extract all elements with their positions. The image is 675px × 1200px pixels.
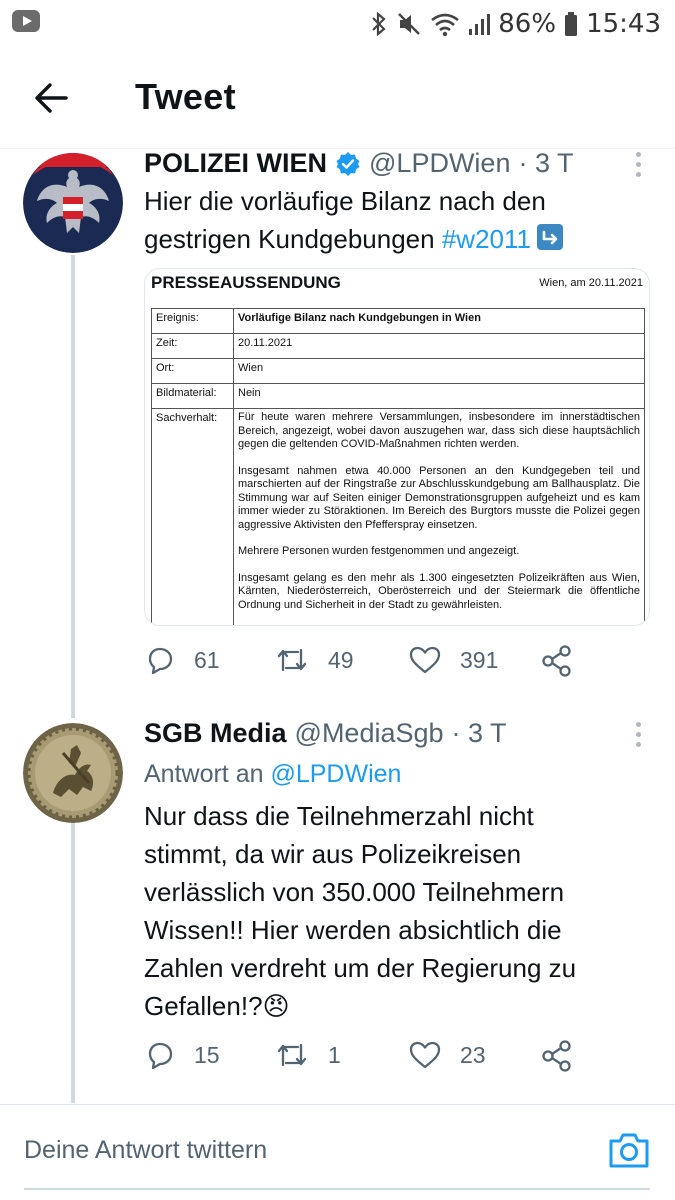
author-name[interactable]: POLIZEI WIEN	[144, 148, 328, 178]
reply-prefix: Antwort an	[144, 760, 264, 788]
signal-icon	[468, 11, 490, 37]
like-button[interactable]	[408, 644, 498, 676]
tweet-time: · 3 T	[451, 718, 507, 748]
facts-paragraph: Mehrere Personen wurden festgenommen und angezeigt.	[238, 545, 520, 557]
composer-underline	[24, 1188, 650, 1190]
like-button[interactable]	[408, 1039, 486, 1071]
retweet-count: 1	[328, 1041, 341, 1068]
table-row	[152, 334, 645, 359]
press-release-date: Wien, am 20.11.2021	[539, 277, 643, 289]
reply-button[interactable]	[144, 644, 220, 676]
author-handle[interactable]: @MediaSgb	[294, 718, 444, 748]
tweet-text	[144, 182, 644, 258]
table-cell-label: Ort:	[152, 359, 234, 384]
table-cell-value: Wien	[234, 359, 645, 384]
table-cell-label: Ereignis:	[152, 309, 234, 334]
verified-badge-icon	[335, 151, 361, 177]
youtube-notification-icon	[12, 10, 40, 32]
heart-icon	[408, 644, 442, 676]
avatar-sgb-media[interactable]	[23, 723, 123, 823]
more-options-button[interactable]	[631, 152, 645, 182]
table-cell-label: Sachverhalt:	[152, 409, 234, 627]
reply-count: 61	[194, 646, 220, 673]
table-cell-facts	[234, 409, 645, 627]
tweet-time: · 3 T	[518, 148, 574, 178]
tweet-header	[144, 718, 507, 749]
table-cell-label: Bildmaterial:	[152, 384, 234, 409]
table-cell-value: 20.11.2021	[234, 334, 645, 359]
thread-connector	[71, 823, 75, 1103]
mute-icon	[396, 11, 422, 37]
page-title: Tweet	[135, 76, 236, 117]
arrow-down-emoji-icon	[537, 224, 563, 250]
table-cell-label: Zeit:	[152, 334, 234, 359]
hashtag-link[interactable]: #w2011	[441, 224, 531, 254]
tweet-text-line: Hier die vorläufige Bilanz nach den	[144, 186, 546, 216]
tweet-text-line	[144, 220, 644, 258]
table-cell-value: Nein	[234, 384, 645, 409]
tweet-media-image[interactable]	[144, 268, 650, 626]
thread-connector	[71, 255, 75, 718]
reply-to-link[interactable]: @LPDWien	[270, 760, 402, 788]
share-icon	[540, 1039, 574, 1073]
like-count: 23	[460, 1041, 486, 1068]
police-eagle-logo-icon	[23, 153, 123, 253]
press-release-title: PRESSEAUSSENDUNG	[151, 273, 341, 292]
retweet-icon	[274, 1039, 310, 1071]
facts-paragraph: Für heute waren mehrere Versammlungen, insbesondere im innerstädtischen Bereich, angezeigt, wobei davon auszugehen war, dass sich diese hauptsächlich gegen die geltenden COVID-Maßnahmen richten werden.	[238, 411, 640, 450]
bluetooth-icon	[370, 11, 388, 37]
retweet-count: 49	[328, 646, 354, 673]
reply-icon	[144, 644, 176, 676]
reply-icon	[144, 1039, 176, 1071]
retweet-button[interactable]	[274, 644, 354, 676]
press-release-table	[151, 308, 645, 626]
tweet-text-part: gestrigen Kundgebungen	[144, 224, 435, 254]
battery-percent: 86%	[498, 9, 557, 39]
share-icon	[540, 644, 574, 678]
clock: 15:43	[586, 9, 661, 39]
more-options-button[interactable]	[631, 722, 645, 752]
reply-context	[144, 760, 401, 789]
like-count: 391	[460, 646, 499, 673]
author-handle[interactable]: @LPDWien	[369, 148, 511, 178]
tweet-text: Nur dass die Teilnehmerzahl nicht stimmt, da wir aus Polizeikreisen verlässlich von 350.000 Teilnehmern Wissen!! Hier werden absichtlich die Zahlen verdreht um der Regierung zu Gefallen!?😠	[144, 801, 577, 1021]
back-button[interactable]	[30, 76, 74, 120]
table-row	[152, 359, 645, 384]
retweet-button[interactable]	[274, 1039, 341, 1071]
tweet-header	[144, 148, 573, 179]
author-name[interactable]: SGB Media	[144, 718, 287, 748]
camera-icon	[607, 1130, 651, 1170]
table-row	[152, 309, 645, 334]
status-icons	[370, 6, 661, 42]
status-bar	[0, 0, 675, 48]
tweet-actions	[144, 1039, 644, 1079]
reply-count: 15	[194, 1041, 220, 1068]
reply-composer-input[interactable]: Deine Antwort twittern	[24, 1136, 268, 1164]
share-button[interactable]	[540, 644, 592, 678]
tweet-actions	[144, 644, 644, 684]
facts-paragraph: Insgesamt nahmen etwa 40.000 Personen an den Kundgegeben teil und marschierten auf der Ringstraße zur Abschlusskundgebung am Ballhausplatz. Die Stimmung war auf Seiten einiger Demonstrationsgruppen aufgeheizt und es kam immer wieder zu Störaktionen. Im Bereich des Burgtors musste die Polizei gegen aggressive Aktivisten den Pfefferspray einsetzen.	[238, 464, 640, 531]
facts-paragraph: Insgesamt gelang es den mehr als 1.300 eingesetzten Polizeikräften aus Wien, Kärnten, Niederösterreich, Oberösterreich und der Steiermark die öffentliche Ordnung und Sicherheit in der Stadt zu gewährleisten.	[238, 571, 640, 611]
avatar-polizei-wien[interactable]	[23, 153, 123, 253]
bronze-medal-avatar-icon	[23, 723, 123, 823]
app-bar	[0, 48, 675, 148]
camera-button[interactable]	[607, 1130, 651, 1170]
arrow-left-icon	[30, 76, 74, 120]
retweet-icon	[274, 644, 310, 676]
table-row	[152, 384, 645, 409]
wifi-icon	[430, 11, 460, 37]
table-cell-value: Vorläufige Bilanz nach Kundgebungen in Wien	[234, 309, 645, 334]
composer-divider	[0, 1104, 675, 1105]
share-button[interactable]	[540, 1039, 592, 1073]
reply-button[interactable]	[144, 1039, 220, 1071]
heart-icon	[408, 1039, 442, 1071]
battery-icon	[564, 11, 578, 37]
table-row	[152, 409, 645, 627]
